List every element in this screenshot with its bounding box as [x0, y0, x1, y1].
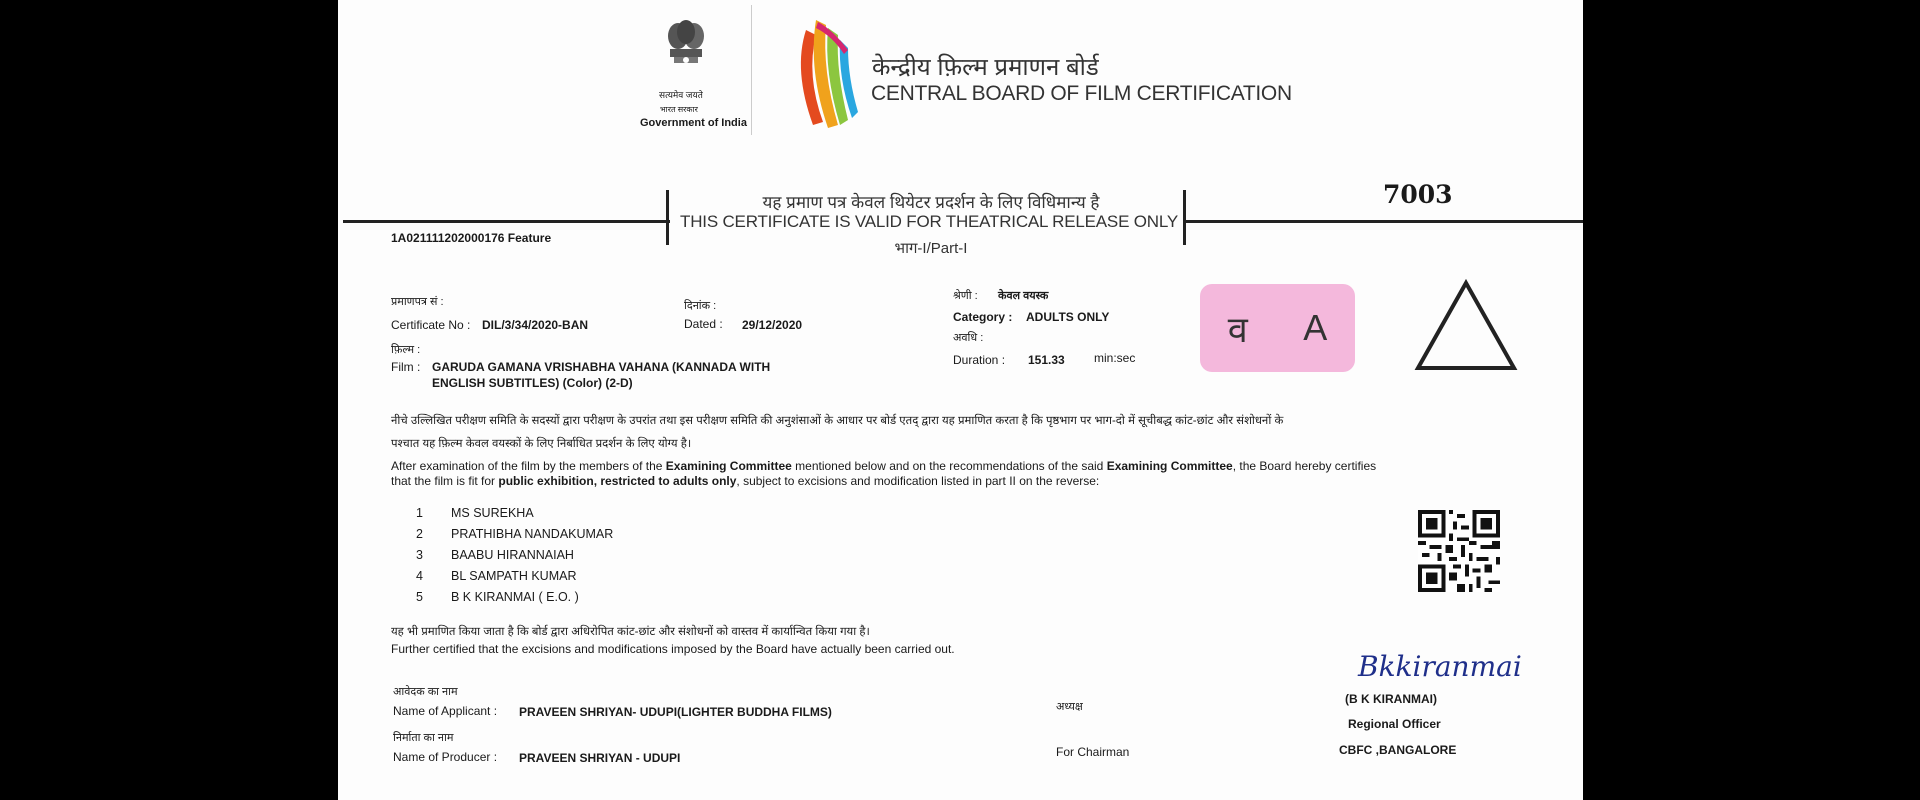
duration-label-hindi: अवधि : — [953, 332, 984, 344]
date-value: 29/12/2020 — [742, 318, 803, 332]
producer-value: PRAVEEN SHRIYAN - UDUPI — [519, 751, 681, 765]
rating-letter-hindi: व — [1227, 308, 1248, 350]
member-number: 4 — [416, 569, 423, 583]
member-name: PRATHIBHA NANDAKUMAR — [451, 527, 614, 541]
cert-no-label: Certificate No : — [391, 318, 471, 332]
statement-english-line2: that the film is fit for public exhibition, restricted to adults only, subject to excisions and modification listed in part II on the reverse: — [391, 474, 1100, 488]
statement-english-line1: After examination of the film by the members of the Examining Committee mentioned below and on the recommendations of the said Examining Committee, the Board hereby certifies — [391, 459, 1377, 473]
header-divider — [751, 5, 752, 135]
chairman-label: For Chairman — [1056, 745, 1130, 759]
category-value: ADULTS ONLY — [1026, 310, 1110, 324]
member-name: BL SAMPATH KUMAR — [451, 569, 577, 583]
member-number: 2 — [416, 527, 423, 541]
further-english: Further certified that the excisions and modifications imposed by the Board have actually been carried out. — [391, 642, 955, 656]
member-number: 1 — [416, 506, 423, 520]
national-emblem-icon — [658, 14, 714, 90]
rating-letter-english: A — [1303, 307, 1328, 348]
producer-label: Name of Producer : — [393, 750, 498, 764]
govt-english: Government of India — [640, 117, 747, 129]
film-label-hindi: फ़िल्म : — [391, 344, 421, 356]
qr-code-icon — [1418, 510, 1500, 592]
reference-id: 1A021111202000176 Feature — [391, 231, 552, 245]
category-label: Category : — [953, 310, 1013, 324]
duration-unit: min:sec — [1094, 351, 1136, 365]
serial-number: 7003 — [1383, 180, 1453, 209]
member-number: 5 — [416, 590, 423, 604]
applicant-label: Name of Applicant : — [393, 704, 498, 718]
statement-hindi-line2: पश्चात यह फ़िल्म केवल वयस्कों के लिए निर्बाधित प्रदर्शन के लिए योग्य है। — [391, 438, 692, 450]
film-title-line1: GARUDA GAMANA VRISHABHA VAHANA (KANNADA WITH — [432, 360, 771, 374]
duration-value: 151.33 — [1028, 353, 1065, 367]
further-hindi: यह भी प्रमाणित किया जाता है कि बोर्ड द्वारा अधिरोपित कांट-छांट और संशोधनों को वास्तव में कार्यान्वित किया गया है। — [391, 626, 870, 638]
officer-signature: Bkkiranmai — [1358, 650, 1522, 683]
validity-english: THIS CERTIFICATE IS VALID FOR THEATRICAL RELEASE ONLY — [680, 212, 1178, 231]
applicant-label-hindi: आवेदक का नाम — [393, 686, 458, 698]
film-label: Film : — [391, 360, 421, 374]
rating-box — [1200, 284, 1355, 372]
officer-office: CBFC ,BANGALORE — [1339, 743, 1457, 757]
chairman-label-hindi: अध्यक्ष — [1056, 701, 1083, 713]
cbfc-logo-icon — [788, 10, 863, 130]
banner-bracket-left — [666, 190, 669, 245]
film-title-line2: ENGLISH SUBTITLES) (Color) (2-D) — [432, 376, 633, 390]
banner-line-left — [343, 220, 670, 223]
officer-name: (B K KIRANMAI) — [1345, 692, 1437, 706]
govt-hindi: भारत सरकार — [660, 105, 698, 114]
banner-line-right — [1185, 220, 1583, 223]
cert-no-label-hindi: प्रमाणपत्र सं : — [391, 296, 444, 308]
board-name-english: CENTRAL BOARD OF FILM CERTIFICATION — [871, 82, 1292, 105]
category-value-hindi: केवल वयस्क — [998, 290, 1049, 302]
applicant-value: PRAVEEN SHRIYAN- UDUPI(LIGHTER BUDDHA FILMS) — [519, 705, 832, 719]
validity-hindi: यह प्रमाण पत्र केवल थियेटर प्रदर्शन के लिए विधिमान्य है — [762, 193, 1100, 212]
board-name-hindi: केन्द्रीय फ़िल्म प्रमाणन बोर्ड — [872, 54, 1099, 81]
category-label-hindi: श्रेणी : — [953, 290, 978, 302]
producer-label-hindi: निर्माता का नाम — [393, 732, 454, 744]
member-name: MS SUREKHA — [451, 506, 534, 520]
cert-no-value: DIL/3/34/2020-BAN — [482, 318, 589, 332]
statement-hindi-line1: नीचे उल्लिखित परीक्षण समिति के सदस्यों द्वारा परीक्षण के उपरांत तथा इस परीक्षण समिति की अनुशंसाओं के आधार पर बोर्ड एतद् द्वारा यह प्रमाणित करता है कि पृष्ठभाग पर भाग-दो में सूचीबद्ध कांट-छांट और संशोधनों के — [391, 415, 1284, 427]
duration-label: Duration : — [953, 353, 1006, 367]
triangle-mark-icon — [1412, 278, 1520, 373]
officer-title: Regional Officer — [1348, 717, 1441, 731]
date-label: Dated : — [684, 317, 723, 331]
date-label-hindi: दिनांक : — [684, 300, 717, 312]
member-number: 3 — [416, 548, 423, 562]
emblem-motto: सत्यमेव जयते — [659, 90, 703, 100]
member-name: B K KIRANMAI ( E.O. ) — [451, 590, 579, 604]
member-name: BAABU HIRANNAIAH — [451, 548, 574, 562]
validity-part: भाग-I/Part-I — [894, 240, 968, 257]
certificate-page — [338, 0, 1583, 800]
